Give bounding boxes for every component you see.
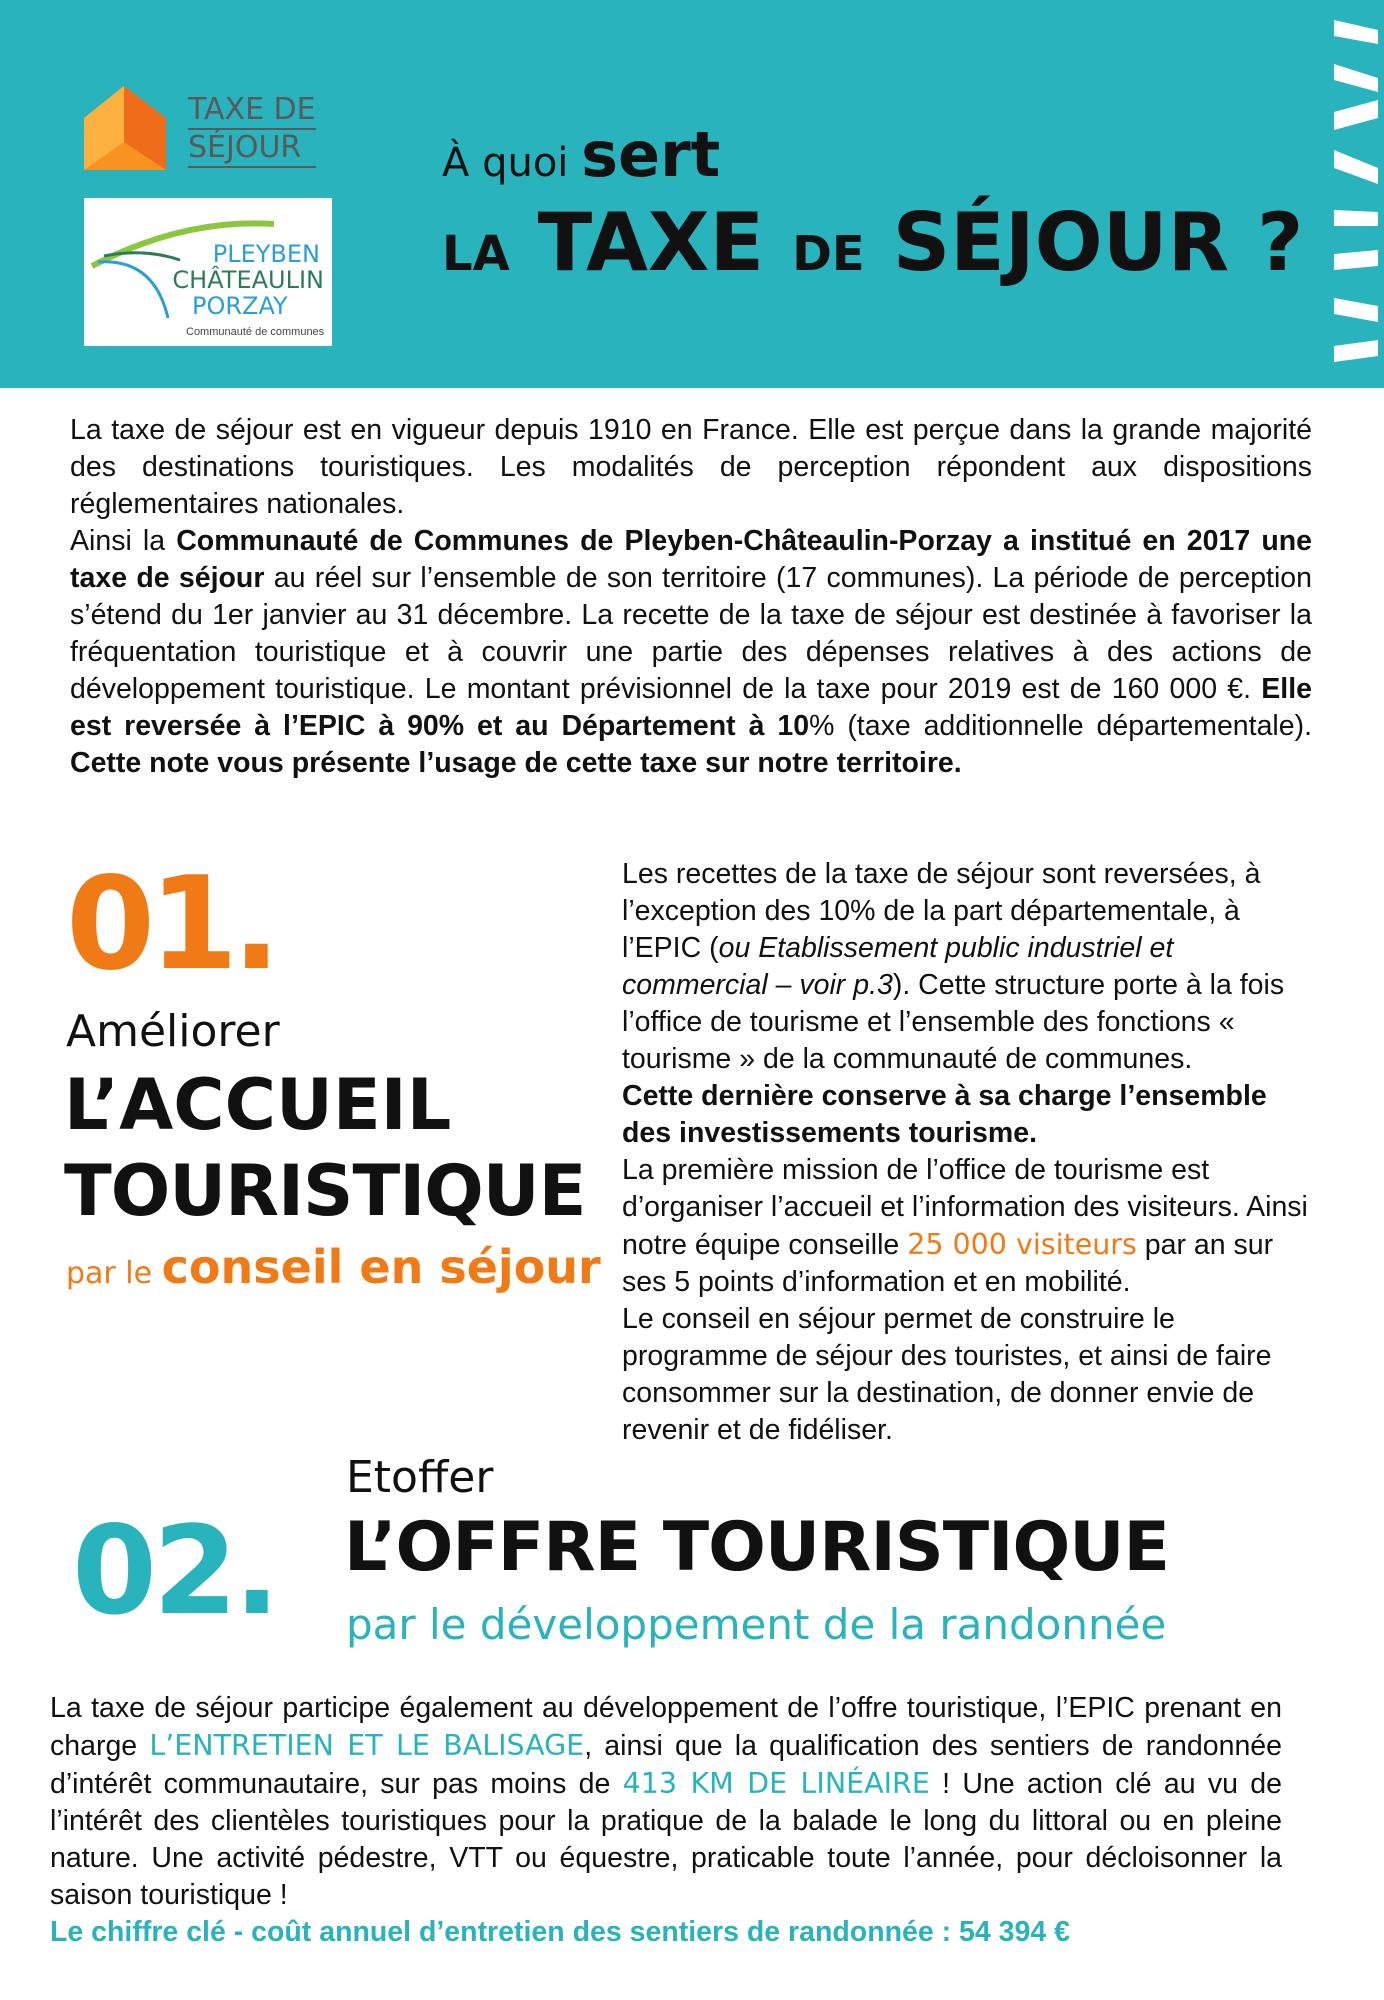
s2-body-c: , ainsi que la qualification des sentiers de randonnée d’intérêt communautaire, sur pas moins de [50,1730,1282,1800]
section-1-paragraph-3 [622,1152,1322,1301]
section-1-paragraph-1 [622,856,1322,1078]
page-title-line2 [442,198,1303,299]
s2-body-a: La taxe de séjour participe également au développement de l’offre touristique, l’EPIC prenant en charge [50,1692,1282,1762]
section-1-paragraph-2 [622,1078,1322,1152]
section-1-title-line1: L’ACCUEIL [64,1064,452,1146]
section-1-verb: Améliorer [66,1006,280,1057]
title-sejour: SÉJOUR ? [892,196,1304,289]
section-2-paragraph-1 [50,1690,1282,1914]
community-logo [84,198,332,346]
key-figure: Le chiffre clé - coût annuel d’entretien des sentiers de randonnée : 54 394 € [50,1916,1070,1948]
section-1-subtitle [66,1240,601,1294]
logo-cc-line1: PLEYBEN [212,240,320,268]
title-de: DE [792,226,865,282]
s2-km-highlight: 413 KM DE LINÉAIRE [622,1767,930,1800]
s1-body-g: par an sur ses 5 points d’information et en mobilité. [622,1229,1274,1298]
s1-body-c: ). Cette structure porte à la fois l’office de tourisme et l’ensemble des fonctions « tourisme » de la communauté de communes. [622,969,1285,1075]
section-2-title: L’OFFRE TOURISTIQUE [344,1508,1169,1587]
intro-p2-bold-1: Communauté de Communes de Pleyben-Châteaulin-Porzay a institué en 2017 une taxe de séjour [70,525,1312,594]
section-2-number: 02. [72,1500,277,1642]
page-title-line1 [442,118,720,191]
s1-body-italic: ou Etablissement public industriel et commercial – voir p.3 [622,932,1174,1001]
house-icon [80,82,170,174]
title-emph: sert [581,118,721,191]
intro-paragraph-1: La taxe de séjour est en vigueur depuis 1910 en France. Elle est perçue dans la grande majorité des destinations touristiques. Les modalités de perception répondent aux dispositions réglementaires nationales. [70,414,1312,520]
section-1-number: 01. [66,850,275,999]
s2-body-e: ! Une action clé au vu de l’intérêt des clientèles touristiques pour la pratique de la balade le long du littoral ou en pleine nature. Une activité pédestre, VTT ou équestre, praticable toute l’année, pour décloisonner la saison touristique ! [50,1768,1282,1911]
section-1-paragraph-4: Le conseil en séjour permet de construire le programme de séjour des touristes, et ainsi de faire consommer sur la destination, de donner envie de revenir et de fidéliser. [622,1303,1272,1446]
s1-visitors-highlight: 25 000 visiteurs [907,1228,1137,1261]
title-la: LA [442,226,510,282]
intro-p2-e: % (taxe additionnelle départementale). [809,710,1313,742]
s1-body-e: La première mission de l’office de tourisme est d’organiser l’accueil et l’information des visiteurs. Ainsi notre équipe conseille [622,1154,1308,1261]
s2-maintenance-highlight: L’ENTRETIEN ET LE BALISAGE [149,1729,585,1762]
intro-p2-bold-3: Cette note vous présente l’usage de cette taxe sur notre territoire. [70,747,962,779]
intro-paragraph-2 [70,523,1312,782]
taxe-de-sejour-logo [80,82,330,182]
intro-p2-c: au réel sur l’ensemble de son territoire (17 communes). La période de perception s’étend du 1er janvier au 31 décembre. La recette de la taxe de séjour est destinée à favoriser la fréquentation touristique et à couvrir une partie des dépenses relatives à des actions de développement touristique. Le montant prévisionnel de la taxe pour 2019 est de 160 000 €. [70,562,1312,705]
logo-cc-line2: CHÂTEAULIN [172,266,324,294]
s1-body-bold: Cette dernière conserve à sa charge l’ensemble des investissements tourisme. [622,1080,1267,1149]
logo-cc-tagline: Communauté de communes [186,326,325,338]
section-2-subtitle: par le développement de la randonnée [346,1600,1167,1649]
section-2-verb: Etoffer [346,1452,494,1503]
logo-cc-line3: PORZAY [192,292,288,320]
decorative-stripes [1320,0,1384,388]
logo-taxe-line1: TAXE DE [188,92,316,130]
intro-text [70,412,1312,782]
logo-taxe-line2: SÉJOUR [188,130,316,168]
section-1-subtitle-big: conseil en séjour [161,1240,601,1294]
header-banner [0,0,1384,388]
intro-p2-a: Ainsi la [70,525,177,557]
section-1-body [622,856,1322,1449]
intro-p2-bold-2: Elle est reversée à l’EPIC à 90% et au Département à 10 [70,673,1312,742]
section-2-body [50,1690,1282,1951]
title-taxe: TAXE [537,196,765,289]
section-1-title-line2: TOURISTIQUE [64,1150,586,1232]
title-prefix: À quoi [442,140,569,186]
s1-body-a: Les recettes de la taxe de séjour sont reversées, à l’exception des 10% de la part départementale, à l’EPIC ( [622,858,1261,964]
section-1-subtitle-small: par le [66,1256,153,1291]
